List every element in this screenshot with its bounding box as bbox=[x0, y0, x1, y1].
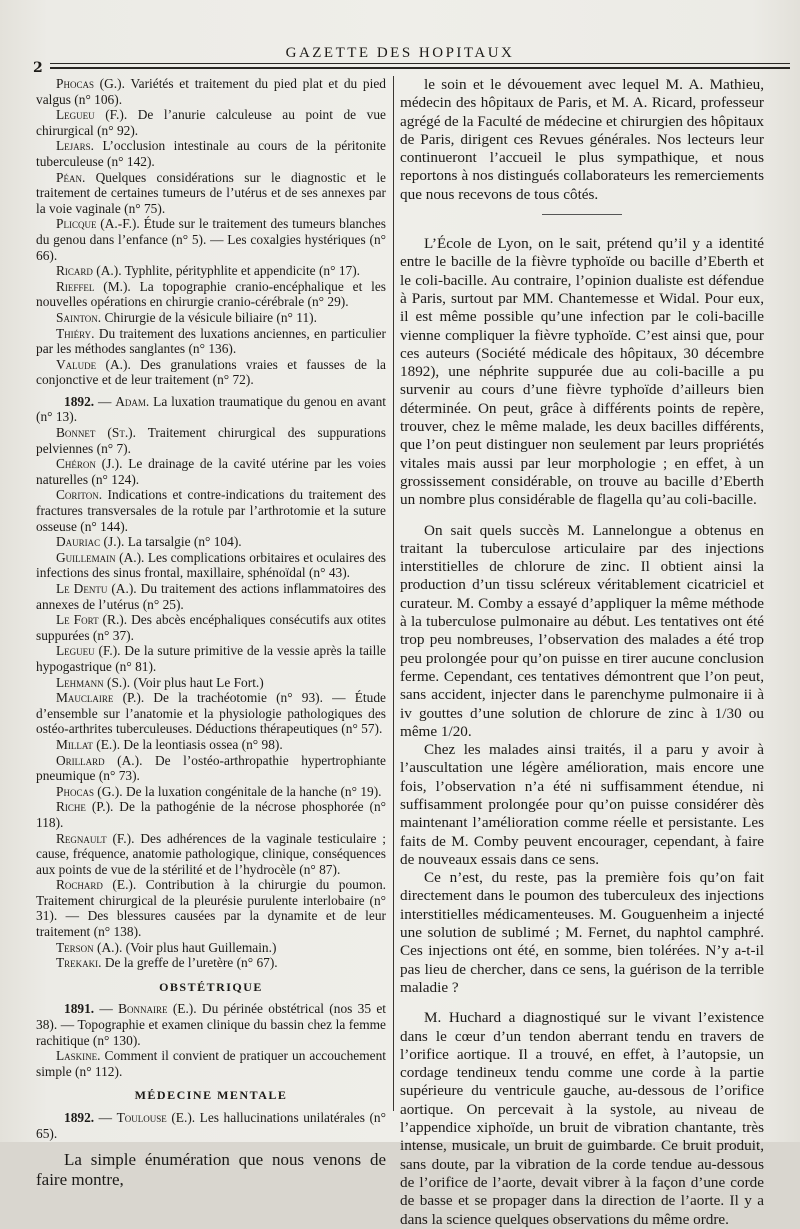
bibliography-entry bbox=[36, 612, 386, 643]
entry-author: Rieffel (M.). bbox=[56, 278, 131, 294]
bibliography-entry bbox=[36, 279, 386, 310]
entry-text: (Voir plus haut Le Fort.) bbox=[130, 674, 264, 690]
entry-text: De la greffe de l’uretère (n° 67). bbox=[101, 955, 278, 971]
bibliography-entry bbox=[36, 263, 386, 279]
entry-list bbox=[36, 1048, 386, 1079]
bibliography-entry bbox=[36, 799, 386, 830]
bibliography-entry bbox=[36, 877, 386, 939]
year-label: 1891. bbox=[64, 1001, 95, 1017]
year-entry-1892: 1892. — Adam. La luxation traumatique du genou en avant (n° 13). bbox=[36, 393, 386, 425]
bibliography-entry bbox=[36, 487, 386, 534]
bibliography-entry bbox=[36, 310, 386, 326]
entry-text: Étude sur le traitement des tumeurs blanches du genou dans l’enfance (n° 5). — Les coxalgies hystériques (n° 66). bbox=[36, 216, 386, 263]
bibliography-entry bbox=[36, 1048, 386, 1079]
bibliography-entry bbox=[36, 955, 386, 971]
year-entry-1891: 1891. — Bonnaire (E.). Du périnée obstétrical (nos 35 et 38). — Topographie et examen clinique du bassin chez la femme rachitique (n° 130). bbox=[36, 1001, 386, 1048]
entry-text: De l’anurie calculeuse au point de vue chirurgical (n° 92). bbox=[36, 107, 386, 138]
bibliography-entry bbox=[36, 737, 386, 753]
entry-text: Contribution à la chirurgie du poumon. Traitement chirurgical de la pleurésie purulente interlobaire (n° 31). — Des blessures causées par la dynamite et de leur traitement (n° 138). bbox=[36, 877, 387, 940]
entry-author: Chéron (J.). bbox=[56, 456, 123, 472]
bibliography-entry bbox=[36, 107, 386, 138]
bibliography-entry bbox=[36, 326, 386, 357]
bibliography-entry bbox=[36, 534, 386, 550]
entry-author: Mauclaire (P.). bbox=[56, 690, 145, 706]
entry-text: Les hallucinations unilatérales (n° 65). bbox=[36, 1110, 386, 1141]
entry-author: Guillemain (A.). bbox=[56, 549, 145, 565]
paragraph: le soin et le dévouement avec lequel M. A. Mathieu, médecin des hôpitaux de Paris, et M. A. Ricard, professeur agrégé de la Faculté de médecine et chirurgien des hôpitaux de Paris, dirigent ces Revues générales. Nos lecteurs leur continueront l’accueil le plus sympathique, et nous reportons à nos distingués collaborateurs les remerciements que nous recevons de tous côtés. bbox=[400, 76, 764, 203]
bibliography-entry bbox=[36, 170, 386, 217]
entry-text: De la leontiasis ossea (n° 98). bbox=[120, 736, 283, 752]
header-rule-thick bbox=[50, 67, 790, 69]
bibliography-entry bbox=[36, 643, 386, 674]
entry-text: De la luxation congénitale de la hanche (n° 19). bbox=[122, 783, 382, 799]
entry-author: Lejars. bbox=[56, 138, 95, 154]
paragraph: Ce n’est, du reste, pas la première fois qu’on fait directement dans le poumon des tuberculeux des injections interstitielles médicamenteuses. M. Gouguenheim a injecté une solution de sublimé ; M. Fernet, du naphtol camphré. Ces injections ont été, en somme, bien tolérées. N’y a-t-il pas lieu de chercher, dans ce sens, la guérison de la terrible maladie ? bbox=[400, 869, 764, 996]
entry-author: Toulouse (E.). bbox=[116, 1110, 196, 1125]
entry-author: Sainton. bbox=[56, 309, 102, 325]
entry-text: Le drainage de la cavité utérine par les voies naturelles (n° 124). bbox=[36, 456, 386, 487]
entry-author: Péan. bbox=[56, 169, 86, 185]
bibliography-entry bbox=[36, 425, 386, 456]
separator-rule bbox=[542, 214, 622, 215]
header-rule bbox=[50, 63, 790, 64]
entry-text: De la pathogénie de la nécrose phosphorée (n° 118). bbox=[36, 799, 386, 830]
paragraph: M. Huchard a diagnostiqué sur le vivant l’existence dans le cœur d’un tendon aberrant tendu en travers de l’orifice aortique. Il a trouvé, en effet, à l’autopsie, un cordage tendineux tendu comme une corde à la partie supérieure du ventricule gauche, au-dessous de l’orifice aortique. On percevait à la systole, au niveau de l’appendice xiphoïde, un bruit de vibration chantante, très intense, musicale, un bruit de guimbarde. Ce bruit produit, sans doute, par la vibration de la corde tendue au-dessous de l’orifice de l’aorte, devait vibrer à la façon d’une corde de basse et se propager dans la direction de l’aorte. Il y a dans la science quelques observations du même ordre. bbox=[400, 1009, 764, 1228]
entry-author: Ricard (A.). bbox=[56, 263, 122, 279]
bibliography-entry bbox=[36, 831, 386, 878]
entry-text: Des abcès encéphaliques consécutifs aux otites suppurées (n° 37). bbox=[36, 612, 387, 643]
bibliography-entry bbox=[36, 690, 386, 737]
year-entry-1892: 1892. — Toulouse (E.). Les hallucinations unilatérales (n° 65). bbox=[36, 1110, 386, 1141]
closing-sentence: La simple énumération que nous venons de faire montre, bbox=[36, 1150, 386, 1190]
section-heading-medecine-mentale: MÉDECINE MENTALE bbox=[134, 1088, 288, 1103]
entry-text: De l’ostéo-arthropathie hypertrophiante pneumique (n° 73). bbox=[36, 752, 386, 784]
bibliography-entry bbox=[36, 138, 386, 169]
bibliography-entry bbox=[36, 76, 386, 107]
entry-author: Terson (A.). bbox=[56, 939, 123, 955]
entry-text: La tarsalgie (n° 104). bbox=[124, 534, 242, 550]
entry-author: Bonnaire (E.). bbox=[118, 1001, 197, 1017]
entry-text: Indications et contre-indications du traitement des fractures transversales de la rotule par l’arthrotomie et la suture osseuse (n° 144). bbox=[36, 487, 386, 534]
entry-author: Rochard (E.). bbox=[56, 877, 137, 893]
right-column bbox=[400, 76, 764, 1228]
entry-text: Typhlite, pérityphlite et appendicite (n° 17). bbox=[121, 263, 361, 279]
entry-author: Millat (E.). bbox=[56, 736, 121, 752]
paragraph: Chez les malades ainsi traités, il a paru y avoir à l’auscultation une légère amélioration, mais encore une fois, l’observation n’a été ni suffisamment étendue, ni suffisamment prolongée pour qu’on puisse considérer dès maintenant l’amélioration comme réelle et persistante. Les faits de M. Comby peuvent encourager, cependant, à faire de nouveaux essais dans ce sens. bbox=[400, 741, 764, 868]
bibliography-entry bbox=[36, 456, 386, 487]
bibliography-entry bbox=[36, 216, 386, 263]
bibliography-entry bbox=[36, 581, 386, 612]
bibliography-entry bbox=[36, 784, 386, 800]
entry-author: Riche (P.). bbox=[56, 799, 114, 815]
page-number: 2 bbox=[33, 60, 43, 76]
year-label: 1892. bbox=[64, 393, 95, 409]
entry-text: Chirurgie de la vésicule biliaire (n° 11). bbox=[101, 309, 317, 325]
entry-text: La topographie cranio-encéphalique et les nouvelles opérations en chirurgie cranio-cérébrale (n° 29). bbox=[36, 278, 386, 310]
entry-author: Phocas (G.). bbox=[56, 783, 123, 799]
entry-text: La luxation traumatique du genou en avant (n° 13). bbox=[36, 393, 386, 425]
paragraph: On sait quels succès M. Lannelongue a obtenus en traitant la tuberculose articulaire par des injections interstitielles de chlorure de zinc. Il obtient ainsi la production d’un tissu scléreux véritablement cicatriciel et curateur. M. Comby a essayé d’appliquer la même méthode à la tuberculose pulmonaire au début. Les tentatives ont été trop peu nombreuses, l’observation des malades a été trop peu prolongée pour qu’on puisse en tirer aucune conclusion ferme. Cependant, ces tentatives démontrent que l’on peut, sans accident, injecter dans le parenchyme pulmonaire ii à iv gouttes d’une solution de chlorure de zinc à 1/30 ou même 1/20. bbox=[400, 521, 764, 740]
entry-author: Laskine. bbox=[56, 1048, 101, 1064]
entry-author: Dauriac (J.). bbox=[56, 534, 125, 550]
entry-text: Du traitement des actions inflammatoires des annexes de l’utérus (n° 25). bbox=[36, 581, 386, 612]
entry-text: Comment il convient de pratiquer un accouchement simple (n° 112). bbox=[36, 1048, 386, 1079]
entry-text: De la suture primitive de la vessie après la taille hypogastrique (n° 81). bbox=[36, 643, 386, 674]
year-label: 1892. bbox=[64, 1110, 95, 1125]
page-title: GAZETTE DES HOPITAUX bbox=[285, 45, 515, 61]
entry-text: Les complications orbitaires et oculaires des infections des sinus frontal, maxillaire, sphénoïdal (n° 43). bbox=[36, 549, 387, 581]
entry-author: Le Dentu (A.). bbox=[56, 581, 137, 596]
entry-author: Regnault (F.). bbox=[56, 830, 135, 846]
entry-text: Quelques considérations sur le diagnostic et le traitement de certaines tumeurs de l’utérus et de ses annexes par la voie vaginale (n° 75). bbox=[36, 169, 386, 216]
entry-author: Valude (A.). bbox=[56, 356, 131, 372]
entry-author: Legueu (F.). bbox=[56, 643, 121, 659]
entry-author: Legueu (F.). bbox=[56, 107, 128, 123]
section-heading-obstetrique: OBSTÉTRIQUE bbox=[159, 979, 263, 994]
entry-author: Plicque (A.-F.). bbox=[56, 216, 140, 232]
entry-author: Le Fort (R.). bbox=[56, 612, 128, 628]
entry-list bbox=[36, 425, 386, 971]
entry-author: Orillard (A.). bbox=[56, 752, 143, 768]
bibliography-entry bbox=[36, 550, 386, 581]
bibliography-entry bbox=[36, 357, 386, 388]
entry-author: Bonnet (St.). bbox=[56, 425, 136, 441]
paragraph: L’École de Lyon, on le sait, prétend qu’il y a identité entre le bacille de la fièvre typhoïde ou bacille d’Eberth et le coli-bacille. Au contraire, l’opinion dualiste est défendue à Paris, surtout par MM. Chantemesse et Widal. Pour eux, il est même possible qu’une infection par le coli-bacille vienne compliquer la fièvre typhoïde. C’est ainsi que, pour ces auteurs (Société médicale des hôpitaux, 30 décembre 1892), une néphrite suppurée due au coli-bacille a pu survenir au cours d’une fièvre typhoïde d’ailleurs bien déterminée. On peut, grâce à différents points de repère, trouver, chez le même malade, les deux bacilles différents, que l’on peut distinguer non seulement par leurs propriétés vitales mais aussi par leur morphologie ; en effet, à un grossissement considérable, on trouve au bacille d’Eberth un nombre plus considérable de flagella qu’au coli-bacille. bbox=[400, 235, 764, 509]
entry-author: Trekaki. bbox=[56, 955, 102, 971]
entry-author: Adam. bbox=[115, 393, 150, 409]
entry-text: (Voir plus haut Guillemain.) bbox=[122, 939, 277, 955]
entry-author: Coriton. bbox=[56, 487, 103, 503]
entry-text: De la trachéotomie (n° 93). — Étude d’ensemble sur l’anatomie et la physiologie pathologiques des ostéo-arthrites tuberculeuses. Déductions thérapeutiques (n° 57). bbox=[36, 690, 386, 737]
entry-list bbox=[36, 76, 386, 388]
bibliography-entry bbox=[36, 675, 386, 691]
left-column bbox=[36, 76, 387, 1190]
column-divider bbox=[393, 76, 394, 1111]
entry-author: Lehmann (S.). bbox=[56, 674, 131, 690]
entry-text: Des adhérences de la vaginale testiculaire ; cause, fréquence, anatomie pathologique, clinique, conséquences aux points de vue de la stérilité et de l’hydrocèle (n° 87). bbox=[36, 830, 386, 877]
entry-text: L’occlusion intestinale au cours de la péritonite tuberculeuse (n° 142). bbox=[36, 138, 386, 169]
entry-text: Du périnée obstétrical (nos 35 et 38). — Topographie et examen clinique du bassin chez la femme rachitique (n° 130). bbox=[36, 1001, 386, 1048]
bibliography-entry bbox=[36, 940, 386, 956]
entry-text: Du traitement des luxations anciennes, en particulier par les méthodes sanglantes (n° 136). bbox=[36, 325, 386, 357]
bibliography-entry bbox=[36, 753, 386, 784]
entry-author: Phocas (G.). bbox=[56, 76, 125, 91]
entry-text: Traitement chirurgical des suppurations pelviennes (n° 7). bbox=[36, 425, 386, 456]
entry-text: Variétés et traitement du pied plat et du pied valgus (n° 106). bbox=[36, 76, 386, 107]
entry-text: Des granulations vraies et fausses de la conjonctive et de leur traitement (n° 72). bbox=[36, 356, 386, 388]
entry-author: Thiéry. bbox=[56, 325, 95, 341]
